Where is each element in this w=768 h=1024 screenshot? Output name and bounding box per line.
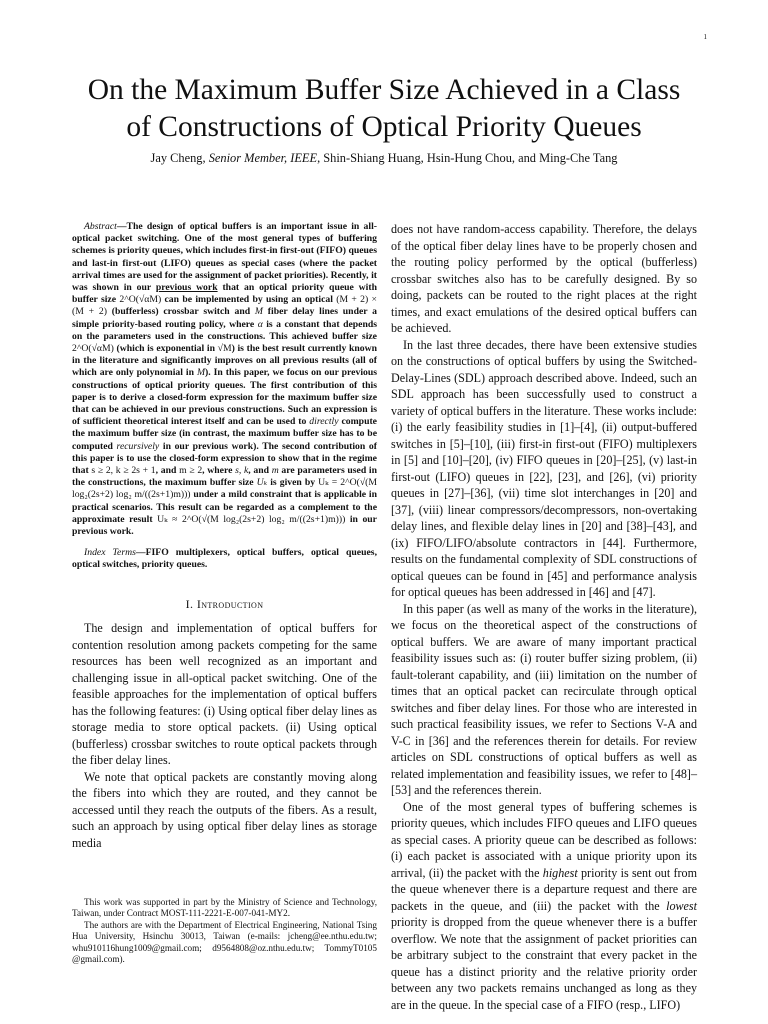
author-list: Jay Cheng, Senior Member, IEEE, Shin-Shiang Huang, Hsin-Hung Chou, and Ming-Che Tang	[150, 151, 618, 165]
right-column	[391, 221, 697, 1013]
section-heading-introduction: I. Introduction	[185, 596, 264, 611]
index-terms: Index Terms—FIFO multiplexers, optical buffers, optical queues, optical switches, priority queues.	[72, 547, 377, 571]
body-paragraph-4: One of the most general types of buffering schemes is priority queues, which includes FIFO queues and LIFO queues as special cases. A priority queue can be described as follows: (i) each packet is associated with a unique priority upon its arrival, (ii) the packet with the highest priority is sent out from the queue whenever there is a departure request and there are packets in the queue, and (iii) the packet with the lowest priority is dropped from the queue whenever there is a buffer overflow. We note that the assignment of packet priorities can be arbitrary subject to the constraint that every packet in the queue has a distinct priority and the relative priority order between any two packets remains unchanged as long as they are in the queue. In the special case of a FIFO (resp., LIFO)	[391, 799, 697, 1012]
title-line-2: of Constructions of Optical Priority Queues	[126, 111, 642, 143]
body-paragraph-3: In this paper (as well as many of the works in the literature), we focus on the theoretical aspect of the constructions of optical buffers. We are aware of many important practical feasibility issues such as: (i) router buffer sizing problem, (ii) fault-tolerant capability, and (iii) limitation on the number of times that an optical packet can recirculate through optical switches and fiber delay lines. For those who are interested in such practical feasibility issues, we refer to Sections V-A and V-C in [36] and the references therein for details. For review articles on SDL constructions of optical buffers as well as related implementation and feasibility issues, we refer to [48]–[53] and the references therein.	[391, 601, 697, 797]
body-paragraph-1: does not have random-access capability. Therefore, the delays of the optical fiber delay lines have to be properly chosen and the routing policy performed by the optical (bufferless) crossbar switches also has to be carefully designed. By so doing, packets can be routed to the right places at the right times, and exact emulations of the desired optical buffers can be achieved.	[391, 222, 697, 335]
title-line-1: On the Maximum Buffer Size Achieved in a Class	[87, 74, 681, 106]
page-number: 1	[703, 33, 707, 41]
body-paragraph-2: In the last three decades, there have been extensive studies on the constructions of optical buffers by using the Switched-Delay-Lines (SDL) approach described above. Indeed, such an SDL approach has been successfully used to construct a variety of optical buffers in the literature. These works include: (i) the early feasibility studies in [1]–[4], (ii) output-buffered switches in [5]–[10], (iii) first-in first-out (FIFO) multiplexers in [5] and [10]–[20], (iv) FIFO queues in [20]–[25], (v) last-in first-out (LIFO) queues in [22], [23], and [26], (vi) priority queues in [27]–[36], (vii) time slot interchanges in [20] and [37], (viii) linear compressors/decompressors, non-overtaking delay lines, and flexible delay lines in [20] and [38]–[43], and (ix) FIFO/LIFO/absolute contractors in [44]. Furthermore, results on the fundamental complexity of SDL constructions of optical queues can be found in [45] and performance analysis for optical queues has been addressed in [46] and [47].	[391, 337, 697, 599]
intro-paragraph-1: The design and implementation of optical buffers for contention resolution among packets competing for the same resources has been well recognized as an important and challenging issue in all-optical packet switching. One of the feasible approaches for the implementation of optical buffers has the following features: (i) Using optical fiber delay lines as storage media to store optical packets. (ii) Using optical (bufferless) crossbar switches to route optical packets through the fiber delay lines.	[72, 621, 377, 768]
author-title: Senior Member, IEEE	[208, 151, 318, 165]
math-buffer-size: 2^O(√αM)	[119, 294, 162, 306]
abstract: Abstract—The design of optical buffers is an important issue in all-optical packet switching. One of the most general types of buffering schemes is priority queues, which includes first-in first-out (FIFO) queues and last-in first-out (LIFO) queues as special cases (where the packet arrival times are used for the assignment of packet priorities). Recently, it was shown in our previous work that an optical priority queue with buffer size 2^O(√αM) can be implemented by using an optical (M + 2) × (M + 2) (bufferless) crossbar switch and M fiber delay lines under a simple priority-based routing policy, where α is a constant that depends on the parameters used in the constructions. This achieved buffer size 2^O(√αM) (which is exponential in √M) is the best result currently known in the literature and significantly improves on all previous results (all of which are only polynomial in M). In this paper, we focus on our previous constructions of optical priority queues. The first contribution of this paper is to derive a closed-form expression for the maximum buffer size that can be achieved in our previous constructions. Such an expression is of sufficient theoretical interest itself and can be used to directly compute the maximum buffer size (in contrast, the maximum buffer size has to be computed recursively in our previous work). The second contribution of this paper is to use the closed-form expression to show that in the regime that s ≥ 2, k ≥ 2s + 1, and m ≥ 2, where s, k, and m are parameters used in the constructions, the maximum buffer size Uₖ is given by Uₖ = 2^O(√(M log₂(2s+2) log₂ m/((2s+1)m))) under a mild constraint that is applicable in practical scenarios. This result can be regarded as a complement to the approximate result Uₖ ≈ 2^O(√(M log₂(2s+2) log₂ m/((2s+1)m))) in our previous work.	[72, 221, 378, 538]
left-column	[72, 221, 377, 851]
footnote-funding: This work was supported in part by the Ministry of Science and Technology, Taiwan, under Contract MOST-111-2221-E-007-041-MY2.	[72, 897, 377, 919]
paper-title	[40, 72, 728, 146]
footnote-affiliation: The authors are with the Department of Electrical Engineering, National Tsing Hua University, Hsinchu 30013, Taiwan (e-mails: jcheng@ee.nthu.edu.tw; whu910116hung1009@gmail.com; d9564808@oz.nthu.edu.tw; TommyT0105 @gmail.com).	[72, 919, 377, 965]
intro-paragraph-2: We note that optical packets are constantly moving along the fibers into which they are routed, and they cannot be accessed until they reach the outputs of the fibers. As a result, such an approach by using optical fiber delay lines as storage media	[72, 769, 377, 850]
footnote	[72, 897, 377, 965]
